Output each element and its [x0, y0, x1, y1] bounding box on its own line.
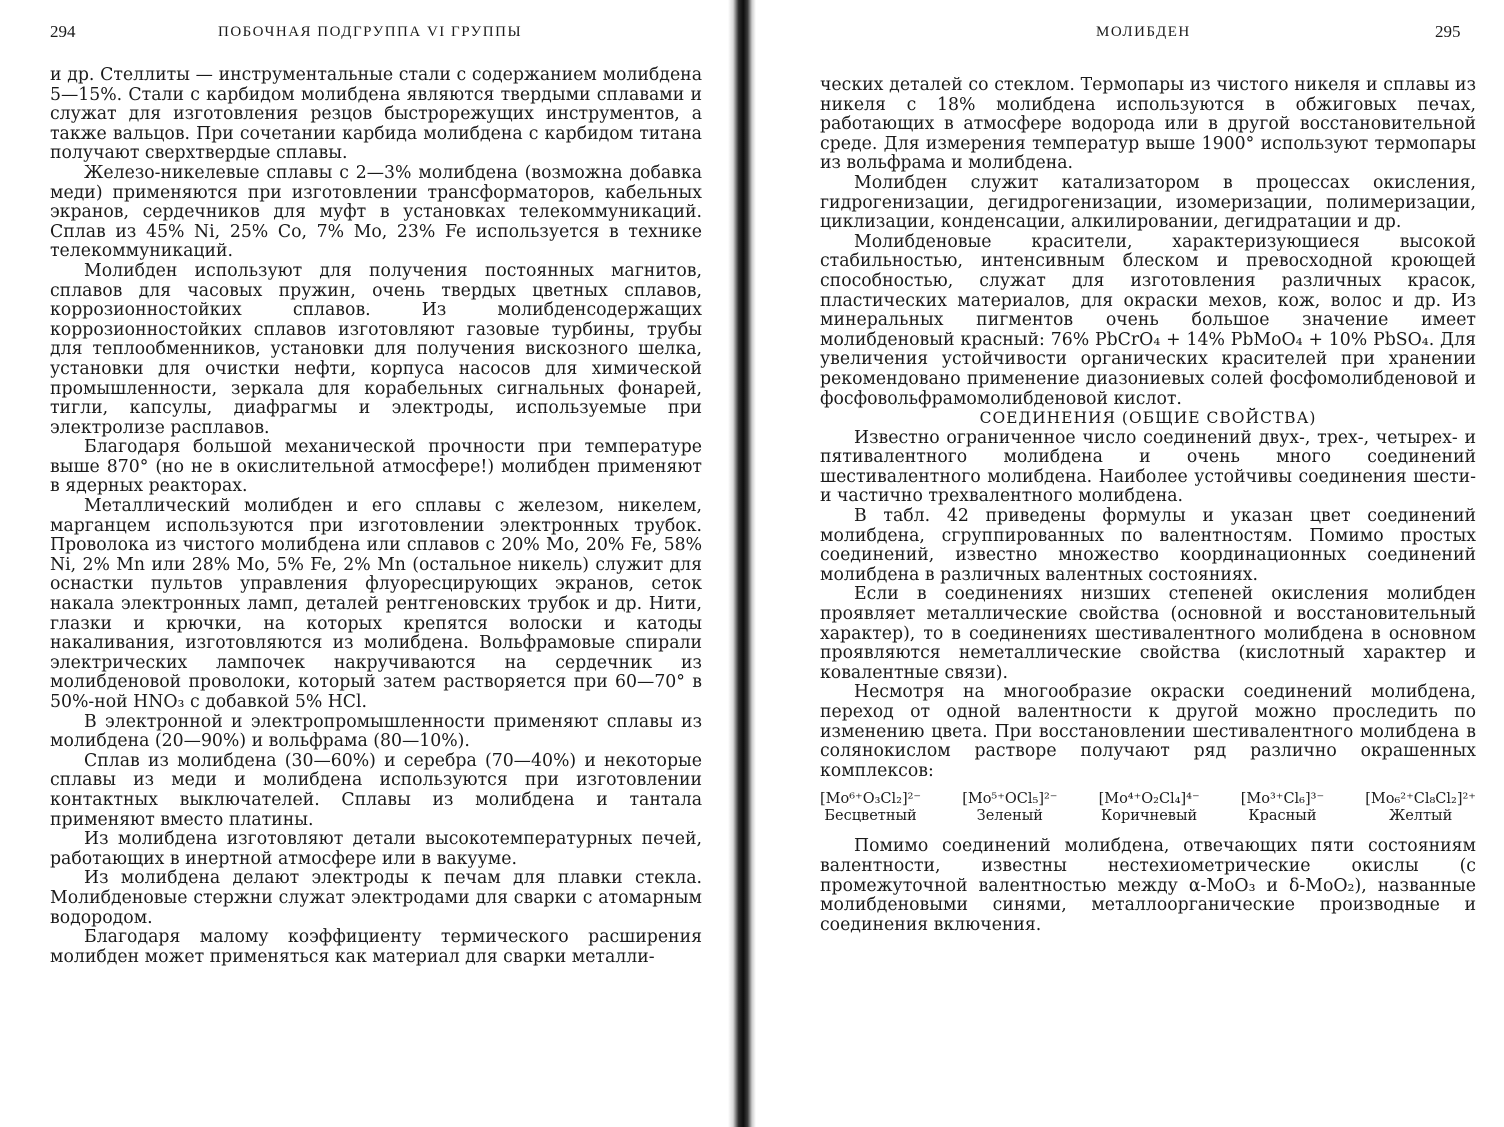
paragraph: Благодаря малому коэффициенту термического расширения молибден может применяться как материал для сварки металли- — [50, 927, 702, 967]
section-title: СОЕДИНЕНИЯ (ОБЩИЕ СВОЙСТВА) — [979, 409, 1317, 428]
paragraph: Сплав из молибдена (30—60%) и серебра (70—40%) и некоторые сплавы из меди и молибдена используются при изготовлении контактных выключателей. Сплавы из молибдена и тантала применяют вместо платины. — [50, 750, 702, 830]
paragraph: и др. Стеллиты — инструментальные стали с содержанием молибдена 5—15%. Стали с карбидом молибдена являются твердыми сплавами и служат для изготовления резцов быстрорежущих инструментов, а также вальцов. При сочетании карбида молибдена с карбидом титана получают сверхтвердые сплавы. — [50, 65, 702, 164]
complexes-row — [820, 791, 1476, 825]
paragraph: Несмотря на многообразие окраски соединений молибдена, переход от одной валентности к другой можно проследить по изменению цвета. При восстановлении шестивалентного молибдена в солянокислом растворе получают ряд различно окрашенных комплексов: — [820, 682, 1476, 781]
complex-formula: [Mo⁵⁺OCl₅]²⁻ — [962, 791, 1058, 808]
paragraph: Благодаря большой механической прочности при температуре выше 870° (но не в окислительной атмосфере!) молибден применяют в ядерных реакторах. — [50, 437, 702, 497]
paragraph: Из молибдена изготовляют детали высокотемпературных печей, работающих в инертной атмосфере или в вакууме. — [50, 829, 702, 869]
left-page-body — [50, 66, 702, 967]
paragraph: Из молибдена делают электроды к печам для плавки стекла. Молибденовые стержни служат электродами для сварки с атомарным водородом. — [50, 868, 702, 928]
right-page-body — [820, 76, 1476, 935]
complex-color: Желтый — [1388, 808, 1453, 825]
paragraph: Известно ограниченное число соединений двух-, трех-, четырех- и пятивалентного молибдена и очень много соединений шестивалентного молибдена. Наиболее устойчивы соединения шести- и частично трехвалентного молибдена. — [820, 427, 1476, 507]
paragraph: Молибден служит катализатором в процессах окисления, гидрогенизации, дегидрогенизации, изомеризации, полимеризации, циклизации, конденсации, алкилировании, дегидратации и др. — [820, 172, 1476, 233]
running-head-right: МОЛИБДЕН — [1096, 24, 1191, 40]
complex-formula: [Mo⁶⁺O₃Cl₂]²⁻ — [820, 791, 922, 808]
paragraph: Металлический молибден и его сплавы с железом, никелем, марганцем используются при изготовлении электронных трубок. Проволока из чистого молибдена или сплавов с 20% Mo, 20% Fe, 58% Ni, 2% Mn или 28% Mo, 5% Fe, 2% Mn (остальное никель) служит для оснастки пультов управления флуоресцирующих экранов, сеток накала электронных ламп, деталей рентгеновских трубок и др. Нити, глазки и крючки, на которых крепятся волоски и катоды накаливания, изготовляются из молибдена. Вольфрамовые спирали электрических лампочек накручиваются на сердечник из молибденовой проволоки, который затем растворяется при 60—70° в 50%-ной HNO₃ с добавкой 5% HCl. — [50, 496, 702, 712]
page-number-left: 294 — [50, 22, 76, 41]
complex-item — [962, 791, 1057, 825]
paragraph: В табл. 42 приведены формулы и указан цвет соединений молибдена, сгруппированных по валентностям. Помимо простых соединений, известно множество координационных соединений молибдена в различных валентных состояниях. — [820, 506, 1476, 585]
complex-item — [820, 791, 921, 825]
paragraph: Железо-никелевые сплавы с 2—3% молибдена (возможна добавка меди) применяются при изготовлении трансформаторов, кабельных экранов, сердечников для муфт в установках телекоммуникаций. Сплав из 45% Ni, 25% Co, 7% Mo, 23% Fe используется в технике телекоммуникаций. — [50, 162, 702, 262]
complex-item — [1099, 791, 1200, 825]
complex-color: Бесцветный — [824, 808, 917, 825]
running-head-left: ПОБОЧНАЯ ПОДГРУППА VI ГРУППЫ — [218, 24, 523, 40]
complex-color: Зеленый — [976, 808, 1043, 825]
paragraph: Помимо соединений молибдена, отвечающих пяти состояниям валентности, известны нестехиометрические окислы (с промежуточной валентностью между α-MoO₃ и δ-MoO₂), названные молибденовыми синями, металлоорганические производные и соединения включения. — [820, 836, 1476, 935]
complex-color: Коричневый — [1101, 808, 1198, 825]
complex-color: Красный — [1248, 808, 1317, 825]
right-page — [752, 0, 1504, 1127]
complex-item — [1365, 791, 1476, 825]
paragraph: В электронной и электропромышленности применяют сплавы из молибдена (20—90%) и вольфрама (80—10%). — [50, 711, 702, 752]
paragraph: Молибден используют для получения постоянных магнитов, сплавов для часовых пружин, очень твердых цветных сплавов, коррозионностойких сплавов. Из молибденсодержащих коррозионностойких сплавов изготовляют газовые турбины, трубы для теплообменников, установки для получения вискозного шелка, установки для очистки нефти, корпуса насосов для химической промышленности, зеркала для корабельных сигнальных фонарей, тигли, капсулы, диафрагмы и электроды, используемые при электролизе расплавов. — [50, 260, 702, 438]
left-page — [0, 0, 730, 1127]
paragraph: ческих деталей со стеклом. Термопары из чистого никеля и сплавы из никеля с 18% молибдена используются в обжиговых печах, работающих в атмосфере водорода или в другой восстановительной среде. Для измерения температур выше 1900° используют термопары из вольфрама и молибдена. — [820, 75, 1476, 174]
complex-item — [1241, 791, 1324, 825]
page-number-right: 295 — [1435, 22, 1461, 41]
paragraph: Если в соединениях низших степеней окисления молибден проявляет металлические свойства (основной и восстановительный характер), то в соединениях шестивалентного молибдена в основном проявляются неметаллические свойства (кислотный характер и ковалентные связи). — [820, 584, 1476, 683]
complex-formula: [Mo₆²⁺Cl₈Cl₂]²⁺ — [1365, 791, 1476, 808]
complex-formula: [Mo⁴⁺O₂Cl₄]⁴⁻ — [1098, 791, 1200, 808]
paragraph: Молибденовые красители, характеризующиеся высокой стабильностью, интенсивным блеском и превосходной кроющей способностью, служат для изготовления различных красок, пластических материалов, для окраски мехов, кож, волос и др. Из минеральных пигментов очень большое значение имеет молибденовый красный: 76% PbCrO₄ + 14% PbMoO₄ + 10% PbSO₄. Для увеличения устойчивости органических красителей при хранении рекомендовано применение диазониевых солей фосфомолибденовой и фосфовольфрамомолибденовой кислот. — [820, 231, 1476, 409]
complex-formula: [Mo³⁺Cl₆]³⁻ — [1240, 791, 1325, 808]
